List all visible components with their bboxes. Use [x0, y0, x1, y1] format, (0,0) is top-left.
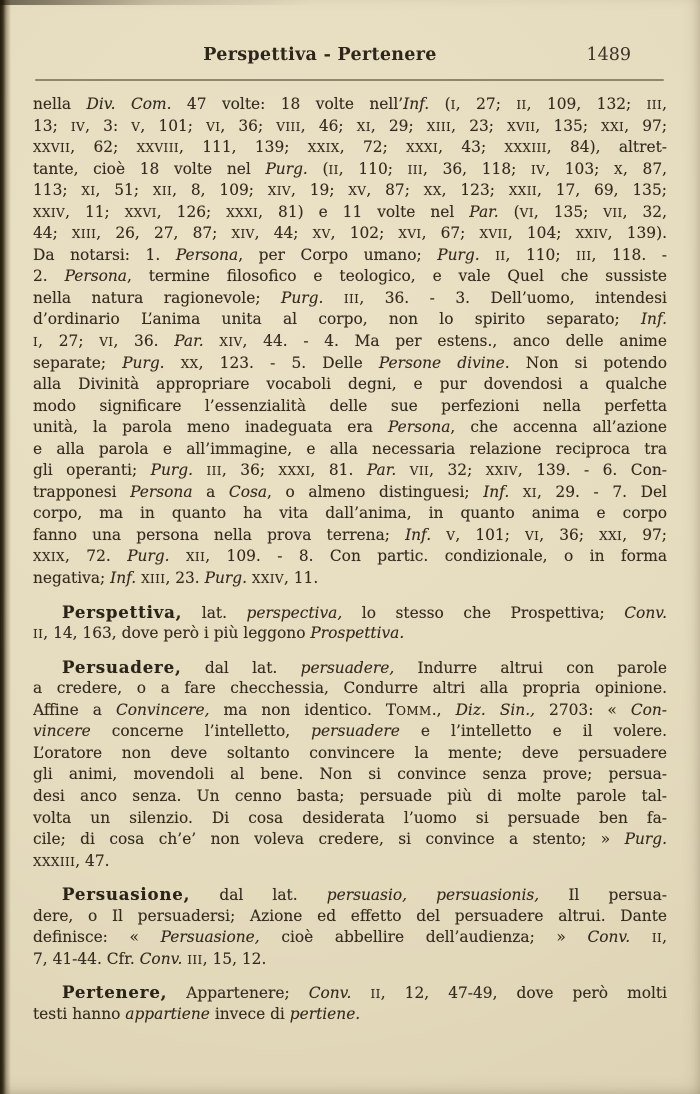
text-line: fanno una persona nella prova terrena; Inf. V, 101; VI, 36; XXI, 97;: [33, 525, 667, 544]
italic-text: pertiene.: [289, 1004, 361, 1023]
text-line: 13; IV, 3: V, 101; VI, 36; VIII, 46; XI, 29; XIII, 23; XVII, 135; XXI, 97;: [33, 116, 667, 135]
text-line: 113; XI, 51; XII, 8, 109; XIV, 19; XV, 87; XX, 123; XXII, 17, 69, 135;: [33, 181, 667, 200]
small-caps-text: XI: [356, 119, 371, 134]
italic-text: Purg.: [281, 288, 324, 307]
text-line: trapponesi Persona a Cosa, o almeno distinguesi; Inf. XI, 29. - 7. Del: [33, 482, 667, 501]
italic-text: Persona: [64, 267, 127, 286]
small-caps-text: III: [646, 98, 663, 112]
running-header-title: Perspettiva - Pertenere: [203, 45, 437, 65]
small-caps-text: XXVI: [124, 205, 157, 220]
text-block: [33, 94, 667, 1025]
italic-text: Conv.: [587, 928, 631, 947]
small-caps-text: XIV: [219, 335, 243, 350]
italic-text: Purg.: [437, 245, 480, 264]
persona-references: [33, 94, 667, 590]
small-caps-text: X: [614, 162, 623, 177]
small-caps-text: III: [206, 464, 222, 479]
small-caps-text: XV: [312, 227, 331, 242]
entry-headword: Persuadere,: [62, 656, 182, 677]
small-caps-text: XXXI: [278, 464, 311, 479]
small-caps-text: XXIX: [307, 141, 340, 156]
small-caps-text: XXIV: [251, 572, 284, 587]
text-line: 44; XIII, 26, 27, 87; XIV, 44; XV, 102; XVI, 67; XVII, 104; XXIV, 139).: [33, 224, 667, 243]
text-line: I, 27; VI, 36. Par. XIV, 44. - 4. Ma per estens., anco delle anime: [33, 332, 667, 351]
small-caps-text: XIII: [141, 572, 166, 587]
small-caps-text: XXIV: [575, 227, 608, 242]
text-line: testi hanno appartiene invece di pertiene.: [33, 1004, 361, 1023]
small-caps-text: XIII: [426, 119, 452, 134]
header-rule: [35, 79, 664, 81]
italic-text: Purg.: [204, 569, 247, 588]
small-caps-text: XXXI: [406, 141, 439, 156]
small-caps-text: XIV: [267, 184, 291, 199]
italic-text: Persuasione,: [160, 928, 260, 947]
italic-text: vincere: [33, 722, 91, 741]
italic-text: Persona: [387, 418, 451, 437]
italic-text: persuadere: [311, 722, 400, 741]
text-line: Affine a Convincere, ma non identico. TOMM., Diz. Sin., 2703: « Con-: [33, 700, 667, 719]
small-caps-text: IV: [70, 119, 86, 134]
text-line: Pertenere, Appartenere; Conv. II, 12, 47-49, dove però molti: [62, 982, 667, 1003]
small-caps-text: OMM: [396, 703, 432, 718]
italic-text: Purg.: [265, 159, 308, 178]
text-line: cile; di cosa ch’e’ non voleva credere, si convince a stento; » Purg.: [33, 830, 667, 849]
entry-perspettiva: [33, 602, 667, 645]
italic-text: Persone divine: [378, 353, 505, 372]
page-left-edge-shadow: [0, 0, 11, 1094]
text-line: d’ordinario L’anima unita al corpo, non lo spirito separato; Inf.: [33, 310, 667, 329]
small-caps-text: I: [450, 98, 456, 112]
italic-text: Par.: [174, 332, 204, 351]
entry-persuasione: [33, 884, 667, 970]
small-caps-text: XI: [522, 485, 537, 500]
text-line: 2. Persona, termine filosofico e teologico, e vale Quel che sussiste: [33, 267, 667, 286]
small-caps-text: XXII: [508, 184, 537, 199]
small-caps-text: VI: [99, 335, 114, 350]
small-caps-text: XXXI: [226, 205, 259, 220]
small-caps-text: II: [328, 162, 339, 177]
small-caps-text: XI: [81, 184, 96, 199]
small-caps-text: XII: [185, 550, 206, 565]
italic-text: Par.: [366, 461, 397, 480]
text-line: volta un silenzio. Di cosa desiderata l’uomo si persuade ben fa-: [33, 808, 667, 827]
italic-text: Purg.: [122, 353, 165, 372]
text-line: modo significare l’essenzialità delle sue perfezioni nella perfetta: [33, 396, 667, 415]
small-caps-text: II: [370, 987, 381, 1002]
text-line: tante, cioè 18 volte nel Purg. (II, 110; III, 36, 118; IV, 103; X, 87,: [33, 159, 667, 178]
small-caps-text: XIV: [231, 227, 255, 242]
small-caps-text: II: [651, 931, 663, 946]
entry-persuadere: [33, 657, 667, 872]
text-line: gli animi, movendoli al bene. Non si convince senza prove; persua-: [33, 765, 667, 784]
small-caps-text: XVII: [479, 227, 508, 242]
small-caps-text: VI: [206, 119, 221, 134]
small-caps-text: XXIV: [485, 464, 518, 479]
small-caps-text: V: [131, 119, 141, 134]
entry-pertenere: [33, 982, 667, 1025]
italic-text: Purg.: [150, 461, 193, 480]
small-caps-text: VIII: [276, 119, 301, 134]
text-line: Persuadere, dal lat. persuadere, Indurre altrui con parole: [62, 656, 667, 677]
small-caps-text: XII: [152, 184, 173, 199]
text-line: XXIV, 11; XXVI, 126; XXXI, 81) e 11 volte nel Par. (VI, 135; VII, 32,: [33, 202, 667, 221]
italic-text: Persona: [175, 245, 239, 264]
running-header: [33, 45, 667, 67]
small-caps-text: XVII: [507, 119, 536, 134]
small-caps-text: V: [446, 528, 456, 543]
text-line: Da notarsi: 1. Persona, per Corpo umano; Purg. II, 110; III, 118. -: [33, 245, 667, 264]
small-caps-text: XXIV: [33, 205, 66, 220]
text-line: XXXIII, 47.: [33, 851, 110, 870]
text-line: XXIX, 72. Purg. XII, 109. - 8. Con partic. condizionale, o in forma: [33, 547, 667, 566]
italic-text: Inf.: [110, 569, 137, 588]
italic-text: Purg.: [127, 547, 170, 566]
italic-text: persuadere,: [300, 658, 395, 677]
small-caps-text: II: [33, 627, 44, 642]
small-caps-text: XX: [423, 184, 442, 199]
text-line: XXVII, 62; XXVIII, 111, 139; XXIX, 72; XXXI, 43; XXXIII, 84), altret-: [33, 138, 667, 157]
small-caps-text: I: [33, 335, 39, 350]
text-line: L’oratore non deve soltanto convincere la mente; deve persuadere: [33, 743, 667, 762]
text-line: e alla parola e all’immagine, e alla necessaria relazione reciproca tra: [33, 439, 667, 458]
text-line: desi anco senza. Un cenno basta; persuade più di molte parole tal-: [33, 786, 667, 805]
text-line: Persuasione, dal lat. persuasio, persuasionis, Il persua-: [62, 884, 667, 905]
small-caps-text: XXXIII: [33, 854, 76, 869]
italic-text: Purg.: [624, 830, 667, 849]
page-number: 1489: [586, 45, 631, 65]
entry-headword: Persuasione,: [62, 884, 191, 905]
text-line: negativa; Inf. XIII, 23. Purg. XXIV, 11.: [33, 569, 319, 588]
text-line: corpo, ma in quanto ha vita dall’anima, in quanto anima e corpo: [33, 504, 667, 523]
italic-text: Inf.: [403, 95, 430, 113]
small-caps-text: III: [187, 952, 203, 967]
text-line: a credere, o a fare checchessia, Condurre altri alla propria opinione.: [33, 679, 667, 698]
small-caps-text: VII: [409, 464, 430, 479]
italic-text: Convincere,: [115, 700, 210, 719]
entry-headword: Perspettiva,: [62, 601, 183, 622]
text-line: nella natura ragionevole; Purg. III, 36. - 3. Dell’uomo, intendesi: [33, 288, 667, 307]
small-caps-text: VI: [525, 528, 540, 543]
small-caps-text: II: [516, 98, 527, 112]
small-caps-text: XXIX: [33, 550, 65, 565]
text-line: 7, 41-44. Cfr. Conv. III, 15, 12.: [33, 949, 267, 968]
italic-text: Par.: [469, 202, 499, 221]
text-line: separate; Purg. XX, 123. - 5. Delle Persone divine. Non si potendo: [33, 353, 667, 372]
italic-text: Persona: [130, 482, 193, 501]
italic-text: Conv.: [308, 984, 352, 1003]
italic-text: Diz. Sin.,: [455, 700, 536, 719]
small-caps-text: III: [343, 291, 360, 306]
small-caps-text: VI: [519, 205, 534, 220]
entry-headword: Pertenere,: [62, 982, 168, 1003]
text-line: definisce: « Persuasione, cioè abbellire dell’audienza; » Conv. II,: [33, 928, 667, 947]
italic-text: perspectiva,: [246, 603, 343, 622]
text-line: alla Divinità appropriare vocaboli degni, e pur dovendosi a qualche: [33, 375, 667, 394]
small-caps-text: XXVII: [33, 141, 71, 156]
italic-text: Inf.: [640, 310, 667, 329]
small-caps-text: XV: [348, 184, 367, 199]
italic-text: Cosa: [228, 482, 268, 501]
text-line: unità, la parola meno inadeguata era Persona, che accenna all’azione: [33, 418, 667, 437]
small-caps-text: XIII: [71, 227, 97, 242]
small-caps-text: XXVIII: [136, 141, 179, 156]
text-line: II, 14, 163, dove però i più leggono Prospettiva.: [33, 624, 405, 643]
text-line: dere, o Il persuadersi; Azione ed effetto del persuadere altrui. Dante: [33, 906, 667, 925]
text-line: gli operanti; Purg. III, 36; XXXI, 81. Par. VII, 32; XXIV, 139. - 6. Con-: [33, 461, 667, 480]
italic-text: Inf.: [483, 482, 510, 501]
italic-text: Con-: [630, 700, 667, 719]
small-caps-text: XXXIII: [504, 141, 547, 156]
italic-text: Inf.: [405, 525, 432, 544]
small-caps-text: VII: [603, 205, 623, 220]
small-caps-text: XXI: [599, 528, 623, 543]
italic-text: persuasio, persuasionis,: [326, 886, 540, 905]
italic-text: appartiene: [125, 1004, 210, 1023]
text-line: nella Div. Com. 47 volte: 18 volte nell’Inf. (I, 27; II, 109, 132; III,: [33, 95, 667, 113]
italic-text: Prospettiva.: [310, 624, 405, 643]
italic-text: Div. Com.: [86, 95, 172, 113]
small-caps-text: XVI: [398, 227, 422, 242]
page-top-edge-shadow: [0, 0, 700, 5]
text-line: Perspettiva, lat. perspectiva, lo stesso che Prospettiva; Conv.: [62, 601, 667, 622]
small-caps-text: II: [495, 248, 506, 263]
small-caps-text: XXI: [601, 119, 625, 134]
italic-text: Conv.: [624, 603, 667, 622]
small-caps-text: XX: [180, 356, 199, 371]
text-line: vincere concerne l’intelletto, persuadere e l’intelletto e il volere.: [33, 722, 667, 741]
italic-text: Conv.: [139, 949, 183, 968]
small-caps-text: III: [576, 248, 592, 263]
small-caps-text: III: [407, 162, 424, 177]
small-caps-text: IV: [530, 162, 546, 177]
